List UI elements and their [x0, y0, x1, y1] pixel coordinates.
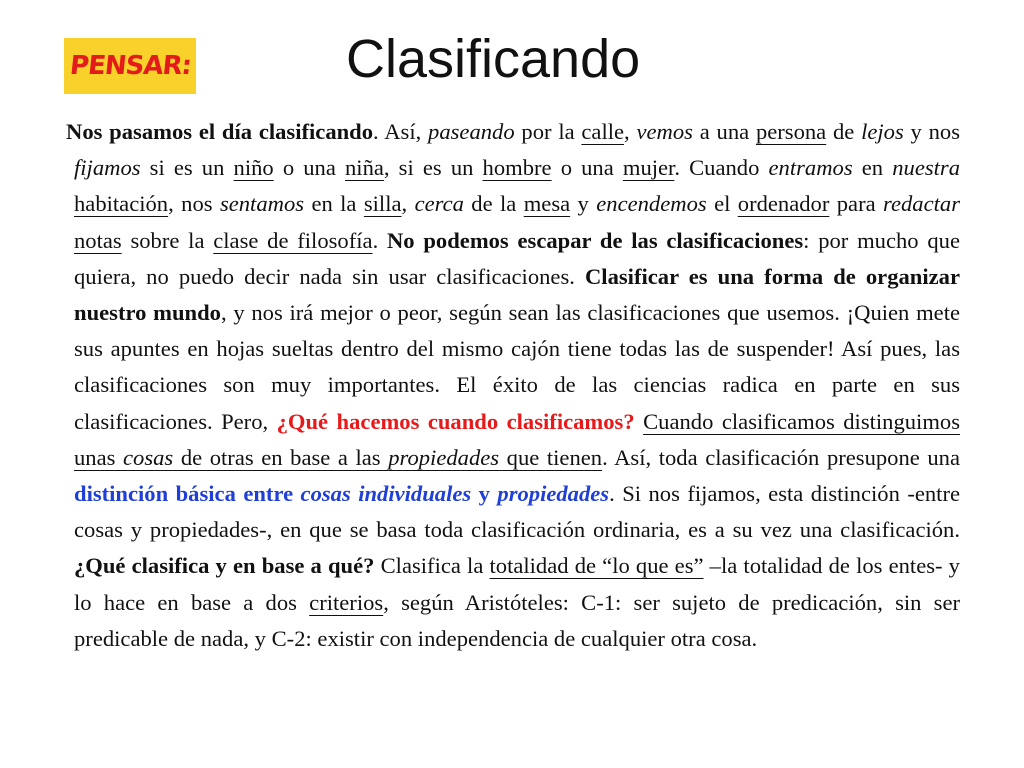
text-run: o una: [273, 155, 345, 181]
text-run: el: [706, 191, 738, 217]
badge-label: PENSAR:: [68, 51, 192, 81]
question-highlight: ¿Qué hacemos cuando clasificamos?: [276, 408, 635, 434]
underlined-term: notas: [74, 227, 122, 253]
text-run: ,: [624, 119, 637, 144]
text-run: , nos: [168, 191, 220, 217]
italic-text: redactar: [883, 191, 961, 217]
page-title: Clasificando: [346, 29, 641, 89]
text-run: , según Aristóteles: C-1: ser sujeto de predicación, sin ser predicable de nada, y C-2: existir con independencia de cualquier otra cosa.: [74, 589, 960, 651]
text-run: –la totalidad de los entes- y lo hace en base a dos: [74, 553, 960, 615]
italic-text: sentamos: [219, 191, 305, 217]
text-run: . Cuando: [674, 155, 769, 181]
text-run: si es un: [140, 155, 234, 181]
body-paragraph: [66, 114, 961, 657]
italic-text: fijamos: [74, 155, 141, 181]
underlined-term: niña: [345, 155, 384, 181]
underlined-italic-term: propiedades: [388, 444, 500, 470]
text-run: Clasifica la: [374, 553, 490, 579]
underlined-term: de otras en base a las: [173, 444, 389, 470]
text-run: : por mucho que quiera, no puedo decir nada sin usar clasificaciones.: [74, 227, 960, 289]
bold-text: Clasificar es una forma de organizar nuestro mundo: [74, 263, 961, 326]
text-run: ,: [401, 191, 415, 217]
text-run: [635, 409, 643, 434]
pensar-badge: [64, 38, 196, 94]
underlined-term: habitación: [74, 191, 169, 217]
text-run: a una: [692, 119, 756, 144]
underlined-term: Cuando clasificamos distinguimos unas: [74, 408, 960, 470]
bold-text: Nos pasamos el día clasificando: [66, 119, 374, 144]
underlined-term: niño: [233, 155, 274, 181]
text-run: y nos: [903, 119, 961, 144]
underlined-term: calle: [581, 119, 625, 144]
text-run: . Si nos fijamos, esta distinción -entre cosas y propiedades-, en que se basa toda clasificación ordinaria, es a su vez una clasificación.: [74, 481, 961, 543]
underlined-term: mesa: [523, 191, 571, 217]
text-run: de la: [463, 191, 524, 217]
blue-italic-emphasis: propiedades: [497, 481, 610, 507]
blue-emphasis: y: [471, 481, 498, 507]
text-run: por la: [514, 119, 582, 144]
underlined-term: persona: [755, 119, 827, 144]
bold-text: ¿Qué clasifica y en base a qué?: [74, 553, 375, 579]
text-run: y: [570, 191, 597, 217]
italic-text: paseando: [428, 119, 515, 144]
text-run: sobre la: [121, 227, 214, 253]
italic-text: encendemos: [596, 191, 707, 217]
italic-text: nuestra: [892, 155, 960, 181]
text-run: en la: [304, 191, 364, 217]
underlined-term: silla: [363, 191, 402, 217]
underlined-term: hombre: [482, 155, 552, 181]
text-run: o una: [551, 155, 623, 181]
text-run: para: [829, 191, 884, 217]
underlined-term: clase de filosofía: [213, 227, 373, 253]
underlined-italic-term: cosas: [123, 444, 174, 470]
text-run: en: [852, 155, 893, 181]
italic-text: vemos: [636, 119, 693, 144]
blue-italic-emphasis: cosas individuales: [300, 481, 472, 507]
text-run: . Así,: [373, 119, 429, 144]
text-run: , si es un: [383, 155, 483, 181]
text-run: , y nos irá mejor o peor, según sean las clasificaciones que usemos. ¡Quien mete sus apuntes en hojas sueltas dentro del mismo cajón tiene todas las de suspender! Así pues, las clasificaciones son muy importantes. El éxito de las ciencias radica en parte en sus clasificaciones. Pero,: [74, 300, 960, 434]
text-run: . Así, toda clasificación presupone una: [602, 444, 961, 470]
underlined-term: que tienen: [499, 444, 603, 470]
italic-text: entramos: [768, 155, 853, 181]
underlined-term: ordenador: [737, 191, 830, 217]
italic-text: cerca: [414, 191, 464, 217]
underlined-term: mujer: [622, 155, 675, 181]
underlined-term: criterios: [309, 589, 384, 615]
blue-emphasis: distinción básica entre: [74, 481, 301, 507]
italic-text: lejos: [861, 119, 904, 144]
text-run: de: [826, 119, 862, 144]
underlined-term: totalidad de “lo que es”: [489, 553, 704, 579]
bold-text: No podemos escapar de las clasificaciones: [386, 227, 804, 253]
text-run: .: [372, 227, 387, 253]
